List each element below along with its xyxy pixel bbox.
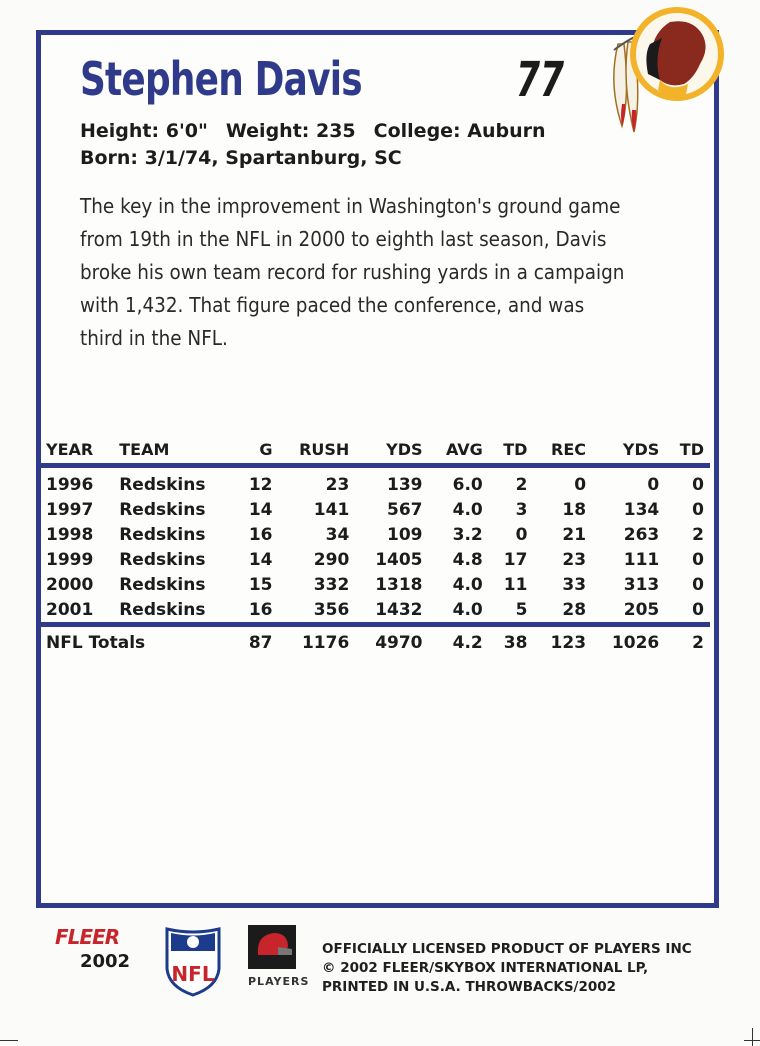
table-cell: Redskins xyxy=(119,574,206,595)
table-cell: 139 xyxy=(387,474,423,495)
table-cell: 4.0 xyxy=(452,599,483,620)
table-cell: 1432 xyxy=(375,599,423,620)
table-cell: 123 xyxy=(550,632,587,653)
col-rush: RUSH xyxy=(299,440,350,459)
table-cell: 12 xyxy=(248,474,273,495)
table-cell: 23 xyxy=(562,549,587,570)
table-cell: Redskins xyxy=(119,549,206,570)
table-cell: 87 xyxy=(248,632,273,653)
table-cell: 4970 xyxy=(375,632,423,653)
table-cell: 2 xyxy=(515,474,528,495)
table-cell: 1996 xyxy=(46,474,94,495)
col-avg: AVG xyxy=(445,440,483,459)
table-cell: 1998 xyxy=(46,524,94,545)
table-cell: Redskins xyxy=(119,524,206,545)
col-rush-yds: YDS xyxy=(386,440,423,459)
col-rec-yds: YDS xyxy=(622,440,660,459)
table-cell: 0 xyxy=(692,599,704,620)
table-row xyxy=(40,466,710,498)
table-cell: Redskins xyxy=(119,499,206,520)
col-year: YEAR xyxy=(46,440,94,459)
nfl-logo-text: NFL xyxy=(171,962,215,986)
table-cell: 4.2 xyxy=(452,632,483,653)
table-cell: 1176 xyxy=(301,632,350,653)
legal-line-1: OFFICIALLY LICENSED PRODUCT OF PLAYERS INC xyxy=(322,941,692,957)
table-cell: 33 xyxy=(562,574,587,595)
player-description: The key in the improvement in Washington's ground game from 19th in the NFL in 2000 to eighth last season, Davis broke his own team record for rushing yards in a campaign with 1,432. That figure paced the conference, and was third in the NFL. xyxy=(80,194,625,350)
nfl-shield-icon xyxy=(163,925,223,997)
table-cell: 4.8 xyxy=(452,549,483,570)
player-name: Stephen Davis xyxy=(80,52,362,106)
table-cell: 1999 xyxy=(46,549,94,570)
bio-line-1 xyxy=(80,120,564,142)
table-cell: 109 xyxy=(387,524,423,545)
col-rec-td: TD xyxy=(679,440,704,459)
table-cell: 567 xyxy=(387,499,423,520)
fleer-year: 2002 xyxy=(79,951,131,972)
crop-mark xyxy=(0,1040,18,1041)
player-height: Height: 6'0" xyxy=(80,120,208,142)
fleer-logo xyxy=(55,925,155,972)
table-row xyxy=(40,597,710,625)
col-games: G xyxy=(259,440,273,459)
col-rec: REC xyxy=(551,440,587,459)
table-cell: 205 xyxy=(623,599,660,620)
table-cell: 1318 xyxy=(375,574,423,595)
player-born: Born: 3/1/74, Spartanburg, SC xyxy=(80,147,402,169)
table-cell: 0 xyxy=(692,474,704,495)
fleer-brand: FLEER xyxy=(55,925,120,949)
table-cell: 6.0 xyxy=(452,474,483,495)
table-row xyxy=(40,547,710,572)
table-cell: Redskins xyxy=(119,474,206,495)
stats-header-row xyxy=(40,440,710,466)
table-cell: 16 xyxy=(248,599,273,620)
jersey-number: 77 xyxy=(516,52,565,108)
table-cell: 17 xyxy=(503,549,528,570)
table-cell: 3.2 xyxy=(452,524,483,545)
totals-label: NFL Totals xyxy=(46,632,146,653)
table-cell: 0 xyxy=(692,499,704,520)
legal-line-3: PRINTED IN U.S.A. THROWBACKS/2002 xyxy=(322,979,617,995)
table-cell: 2001 xyxy=(46,599,94,620)
table-cell: 2 xyxy=(692,632,704,653)
table-cell: 111 xyxy=(623,549,660,570)
table-cell: 1405 xyxy=(375,549,423,570)
table-cell: 1026 xyxy=(611,632,660,653)
player-weight: Weight: 235 xyxy=(225,120,356,142)
table-row xyxy=(40,522,710,547)
table-cell: 332 xyxy=(313,574,350,595)
totals-row xyxy=(40,625,710,656)
table-cell: 290 xyxy=(313,549,350,570)
table-cell: 141 xyxy=(313,499,350,520)
table-cell: 0 xyxy=(515,524,528,545)
table-row xyxy=(40,497,710,522)
table-cell: 14 xyxy=(248,549,273,570)
col-team: TEAM xyxy=(119,440,170,459)
table-cell: 2000 xyxy=(46,574,94,595)
table-cell: 263 xyxy=(623,524,660,545)
table-row xyxy=(40,572,710,597)
table-cell: 0 xyxy=(692,549,704,570)
legal-line-2: © 2002 FLEER/SKYBOX INTERNATIONAL LP, xyxy=(322,960,649,976)
table-cell: 16 xyxy=(248,524,273,545)
players-helmet-icon xyxy=(248,925,296,969)
table-cell: 4.0 xyxy=(452,574,483,595)
table-cell: 313 xyxy=(623,574,660,595)
col-rush-td: TD xyxy=(503,440,528,459)
table-cell: 356 xyxy=(313,599,350,620)
table-cell: 3 xyxy=(515,499,528,520)
table-cell: Redskins xyxy=(119,599,206,620)
table-cell: 0 xyxy=(574,474,587,495)
crop-mark xyxy=(752,1028,753,1046)
table-cell: 0 xyxy=(647,474,660,495)
table-cell: 38 xyxy=(503,632,528,653)
player-college: College: Auburn xyxy=(373,120,546,142)
table-cell: 2 xyxy=(692,524,704,545)
table-cell: 14 xyxy=(248,499,273,520)
redskins-logo-icon xyxy=(600,4,730,134)
table-cell: 11 xyxy=(503,574,528,595)
stats-table xyxy=(40,440,710,655)
table-cell: 34 xyxy=(325,524,350,545)
table-cell: 4.0 xyxy=(452,499,483,520)
table-cell: 15 xyxy=(248,574,273,595)
players-text: PLAYERS xyxy=(248,975,310,988)
players-inc-logo xyxy=(248,925,310,988)
table-cell: 21 xyxy=(562,524,587,545)
table-cell: 134 xyxy=(623,499,660,520)
table-cell: 5 xyxy=(515,599,528,620)
table-cell: 18 xyxy=(562,499,587,520)
table-cell: 28 xyxy=(562,599,587,620)
table-cell: 23 xyxy=(325,474,350,495)
table-cell: 0 xyxy=(692,574,704,595)
legal-text xyxy=(322,940,692,997)
table-cell: 1997 xyxy=(46,499,94,520)
